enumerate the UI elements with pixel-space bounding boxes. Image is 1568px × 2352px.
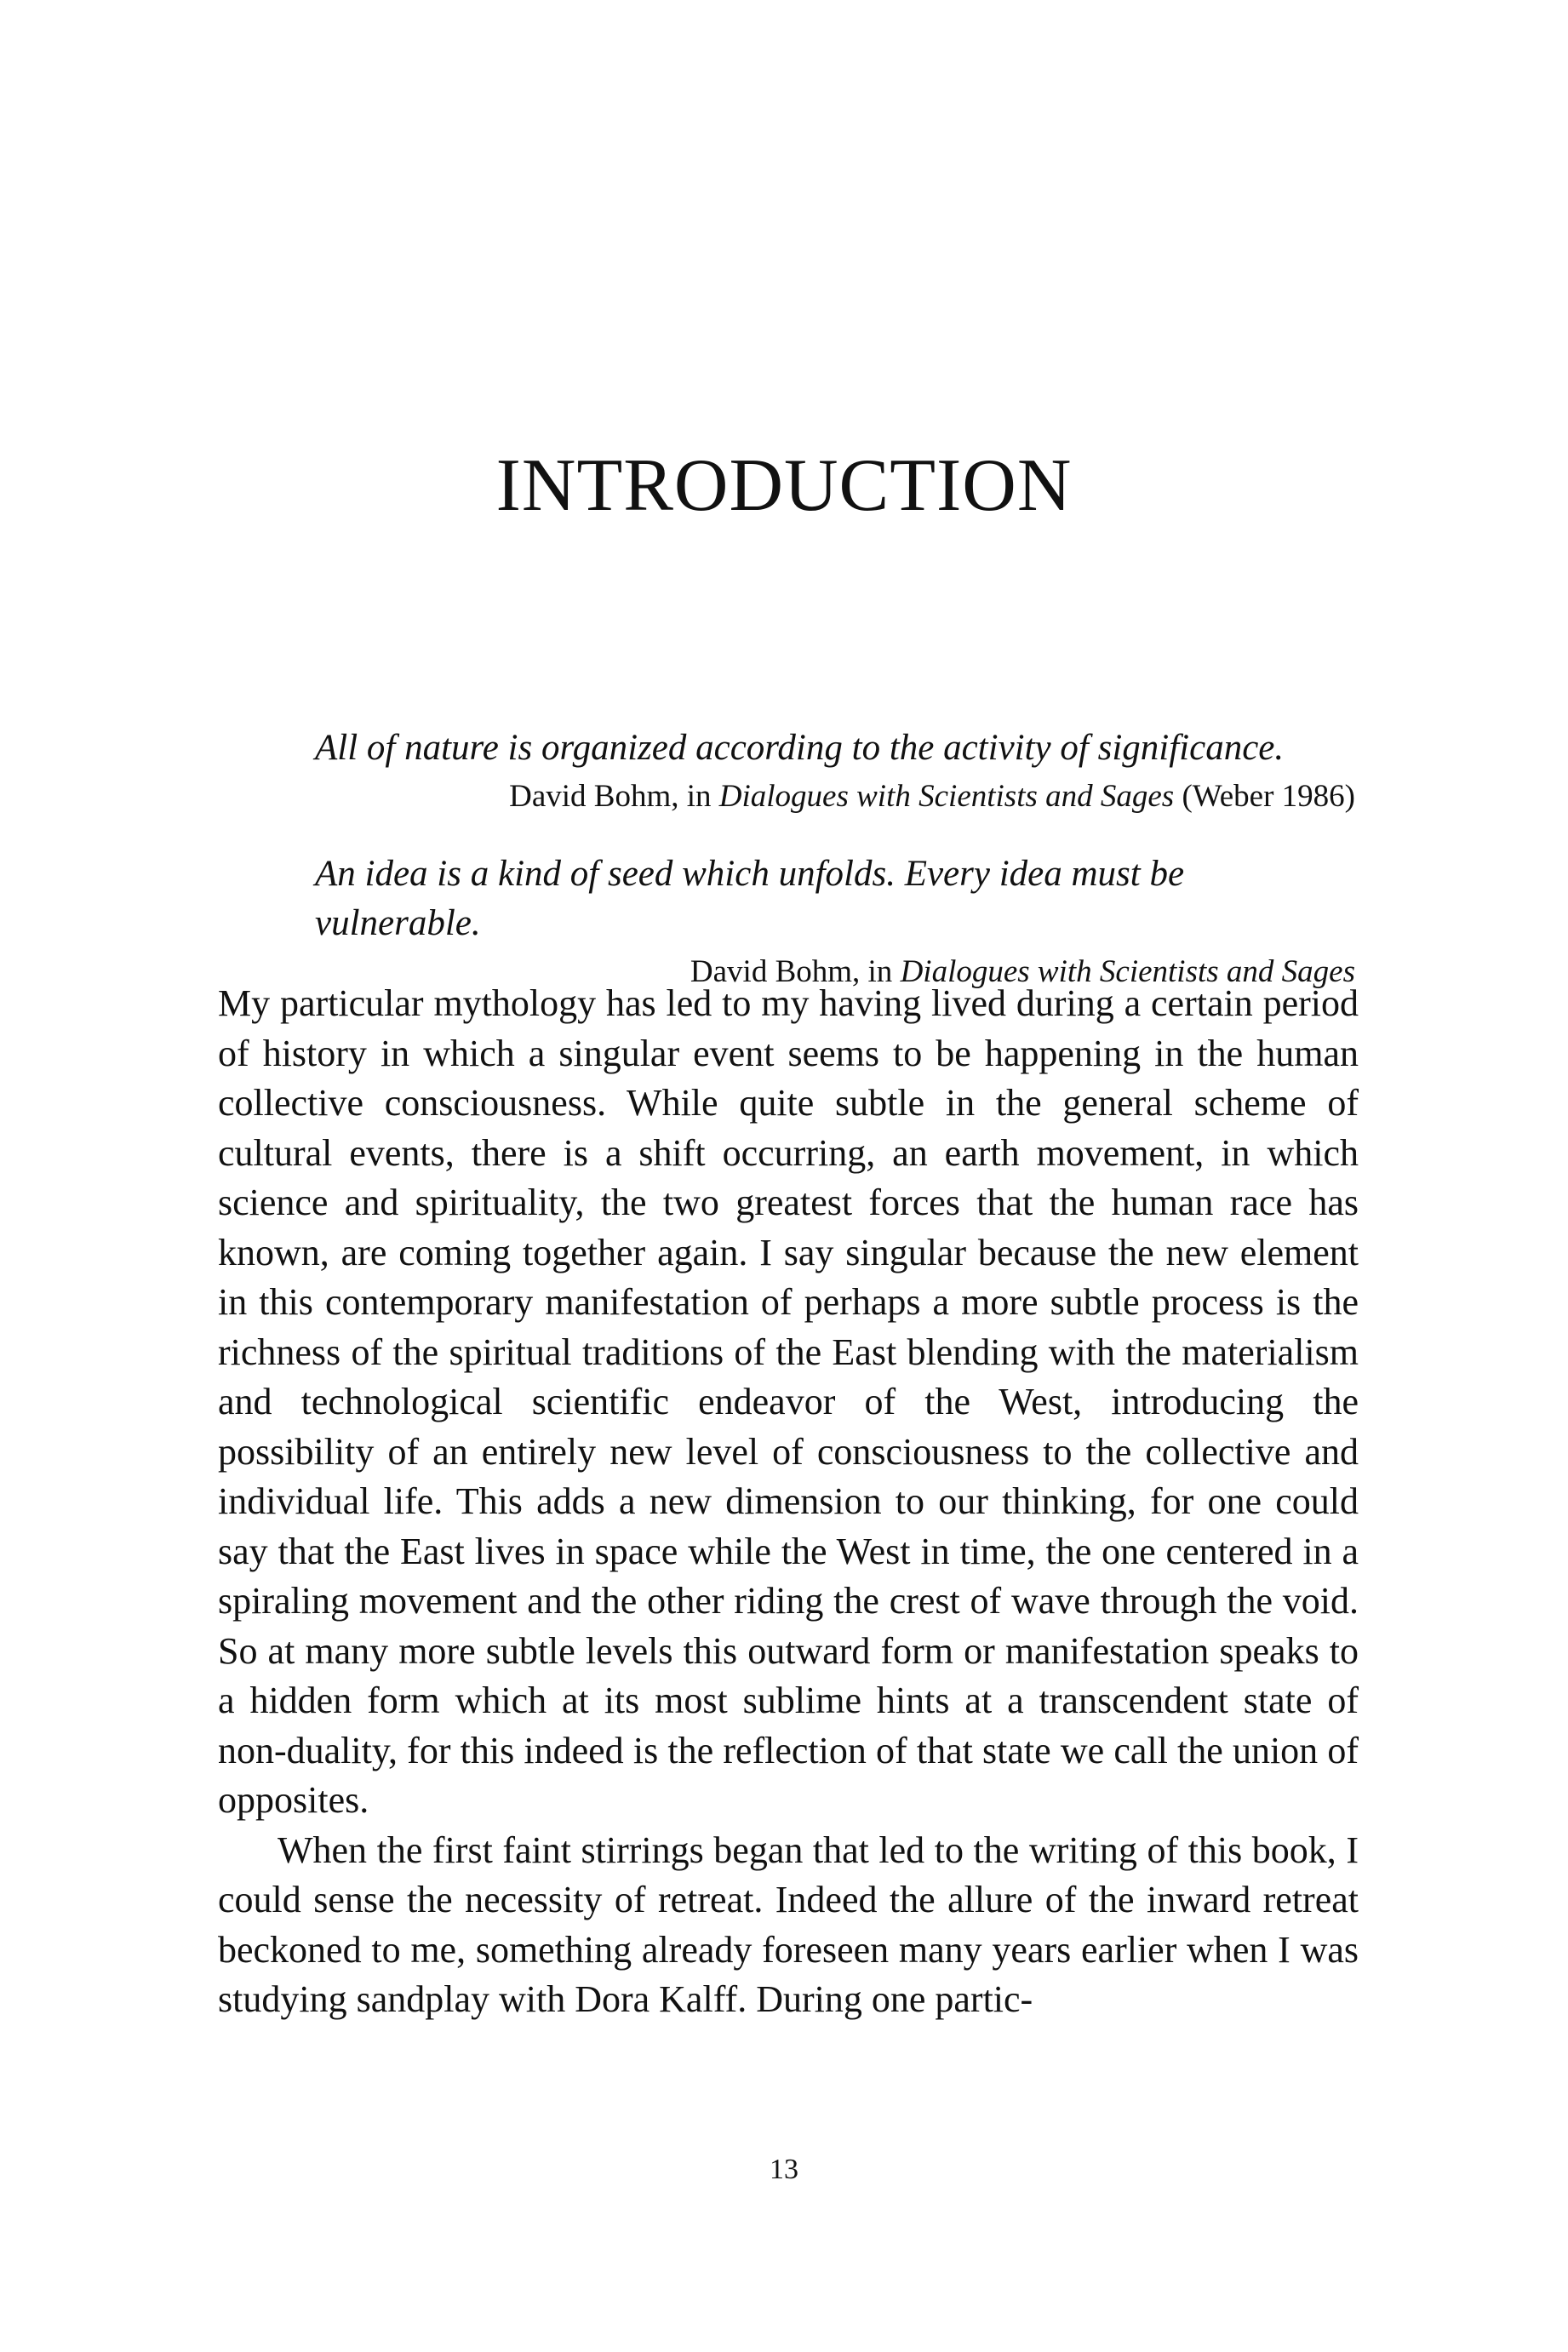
epigraph-author: David Bohm, in bbox=[509, 779, 719, 814]
paragraph: My particular mythology has led to my having lived during a certain period of history in which a singular event seems to be happening in the human collective consciousness. While quite subtle in the general scheme of cultural events, there is a shift occurring, an earth movement, in which science and spirituality, the two greatest forces that the human race has known, are coming together again. I say singular because the new element in this contemporary manifestation of perhaps a more subtle process is the richness of the spiritual traditions of the East blending with the materialism and technological scientific endeavor of the West, introducing the possibility of an entirely new level of consciousness to the collective and individual life. This adds a new dimension to our thinking, for one could say that the East lives in space while the West in time, the one centered in a spiraling movement and the other riding the crest of wave through the void. So at many more subtle levels this outward form or manifestation speaks to a hidden form which at its most sublime hints at a transcendent state of non-duality, for this indeed is the reflection of that state we call the union of opposites. bbox=[218, 982, 1359, 1821]
epigraph-work-title: Dialogues with Scientists and Sages bbox=[900, 954, 1355, 989]
epigraph bbox=[315, 850, 1355, 996]
epigraph-attribution bbox=[315, 773, 1355, 821]
paragraph: When the first faint stirrings began that led to the writing of this book, I could sense the necessity of retreat. Indeed the allure of the inward retreat beckoned to me, something already foreseen many years earlier when I was studying sandplay with Dora Kalff. During one partic- bbox=[218, 1828, 1359, 2020]
epigraph-quote: An idea is a kind of seed which unfolds. Every idea must be vulnerable. bbox=[315, 854, 1185, 943]
epigraph-work-title: Dialogues with Scientists and Sages bbox=[718, 779, 1175, 814]
epigraph-citation: (Weber 1986) bbox=[1174, 779, 1355, 814]
body-text bbox=[218, 979, 1359, 2025]
epigraph-author: David Bohm, in bbox=[690, 954, 901, 989]
chapter-title: INTRODUCTION bbox=[495, 444, 1073, 527]
epigraph bbox=[315, 724, 1355, 821]
epigraph-quote: All of nature is organized according to the activity of significance. bbox=[315, 728, 1285, 768]
page-number: 13 bbox=[770, 2154, 798, 2185]
